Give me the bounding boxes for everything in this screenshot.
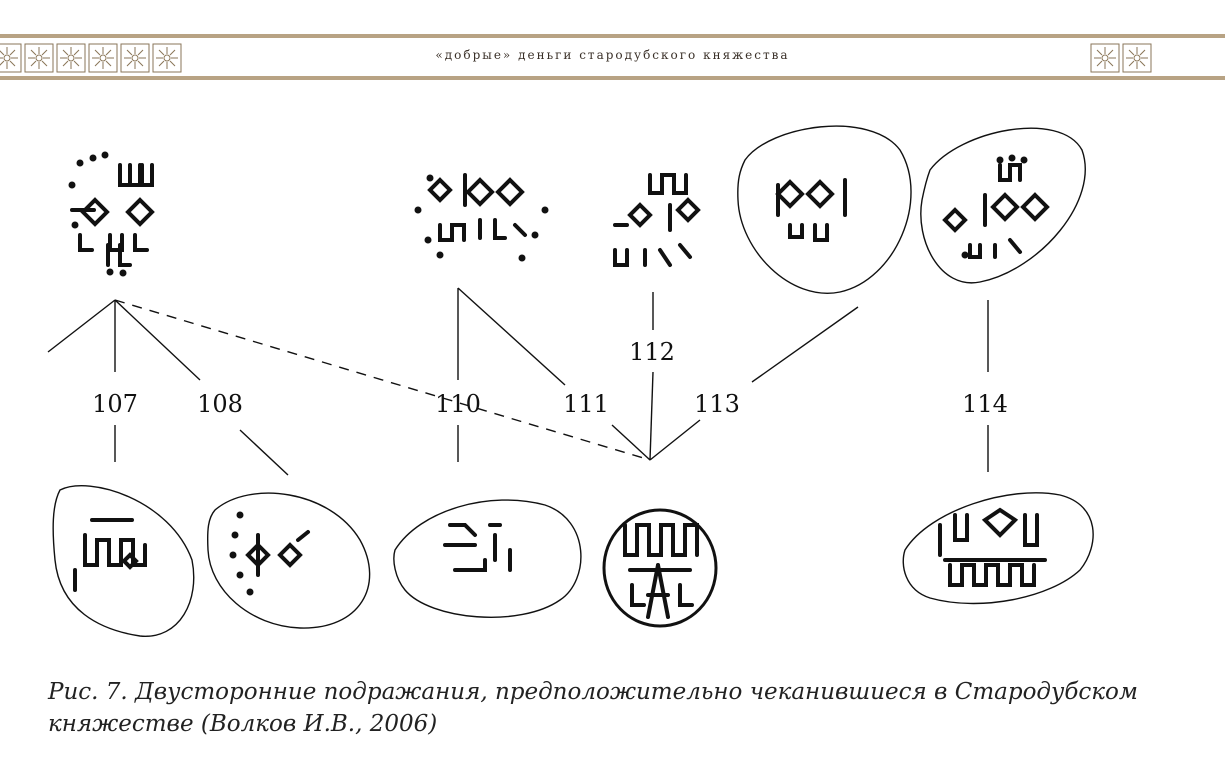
coin-label-107: 107 bbox=[92, 390, 138, 418]
coin-glyph bbox=[72, 200, 152, 224]
flower-ornament-icon bbox=[24, 43, 54, 73]
coin-glyph bbox=[945, 195, 1047, 230]
coin-glyph bbox=[1000, 165, 1020, 180]
coin-label-111: 111 bbox=[563, 390, 609, 418]
coin-label-110: 110 bbox=[435, 390, 481, 418]
coin-glyph bbox=[615, 200, 698, 230]
coin-label-113: 113 bbox=[694, 390, 740, 418]
link-line bbox=[240, 430, 288, 475]
figure-caption bbox=[48, 676, 1148, 740]
coin-linkage-figure bbox=[0, 100, 1225, 660]
coin-glyph bbox=[440, 220, 525, 240]
coin-outline bbox=[394, 500, 581, 617]
coin-glyph bbox=[790, 225, 827, 240]
coin-outline bbox=[921, 128, 1085, 283]
link-line bbox=[48, 300, 115, 352]
coin-label-108: 108 bbox=[197, 390, 243, 418]
coin-glyph bbox=[248, 532, 308, 575]
header-rule-bottom bbox=[0, 76, 1225, 80]
coin-glyph bbox=[945, 560, 1045, 585]
link-line bbox=[650, 372, 653, 460]
caption-line-1: Рис. 7. Двусторонние подражания, предположительно чеканившиеся в Стародубском bbox=[48, 679, 1138, 705]
coin-glyph bbox=[430, 175, 522, 205]
coin-glyph bbox=[970, 240, 1020, 257]
flower-ornament-icon bbox=[0, 43, 22, 73]
flower-ornament-icon bbox=[56, 43, 86, 73]
coin-glyph bbox=[615, 245, 690, 265]
caption-line-2: княжестве (Волков И.В., 2006) bbox=[48, 711, 438, 737]
flower-ornament-icon bbox=[152, 43, 182, 73]
link-line bbox=[752, 307, 858, 382]
coin-glyph bbox=[630, 565, 692, 617]
coin-glyph bbox=[445, 525, 510, 570]
link-line bbox=[650, 420, 700, 460]
flower-ornament-icon bbox=[1122, 43, 1152, 73]
link-line bbox=[612, 425, 650, 460]
coin-label-114: 114 bbox=[962, 390, 1008, 418]
header-rule-top bbox=[0, 34, 1225, 38]
link-line bbox=[458, 288, 565, 385]
coin-label-112: 112 bbox=[629, 338, 675, 366]
coin-glyph bbox=[940, 510, 1037, 555]
coin-glyph bbox=[120, 165, 152, 185]
coin-outline bbox=[208, 493, 370, 628]
coin-outline bbox=[738, 126, 911, 293]
coin-glyph bbox=[778, 180, 845, 215]
coin-glyph bbox=[650, 175, 686, 193]
coin-glyph bbox=[80, 235, 147, 250]
coin-glyph bbox=[625, 525, 697, 555]
flower-ornament-icon bbox=[88, 43, 118, 73]
flower-ornament-icon bbox=[1090, 43, 1120, 73]
running-header bbox=[0, 34, 1225, 80]
header-title: «добрые» деньги стародубского княжества bbox=[435, 48, 790, 62]
dashed-link-line bbox=[115, 300, 650, 460]
flower-ornament-icon bbox=[120, 43, 150, 73]
